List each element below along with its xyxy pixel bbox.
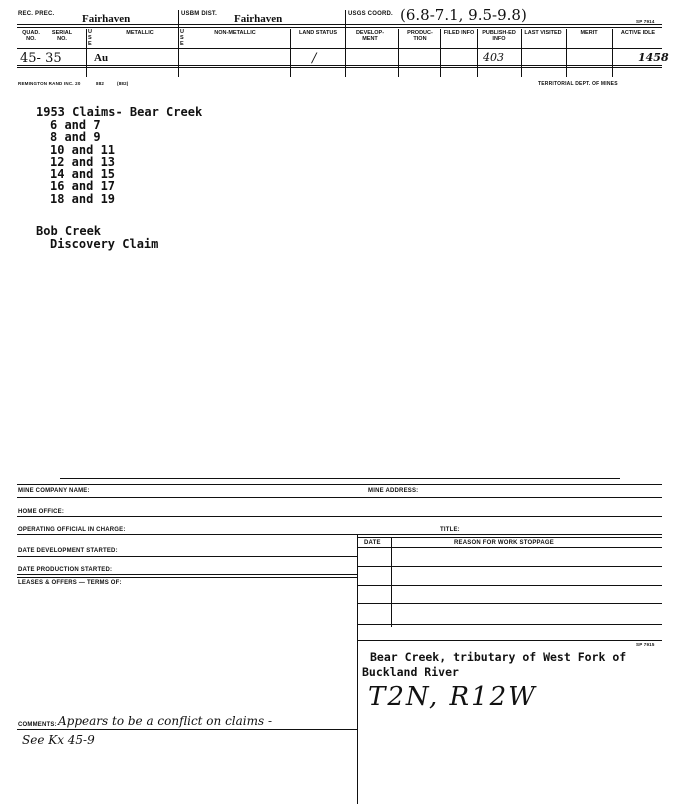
rec-prec-value: Fairhaven xyxy=(82,13,131,25)
mine-address-label: MINE ADDRESS: xyxy=(368,488,419,494)
comments-label: COMMENTS: xyxy=(18,722,57,728)
claim-item: 8 and 9 xyxy=(50,130,101,145)
form-number-2: SP 7915 xyxy=(636,642,655,647)
col-use-metallic: U S E xyxy=(88,29,92,47)
leases-offers-label: LEASES & OFFERS — TERMS OF: xyxy=(18,580,122,586)
col-development: DEVELOP-MENT xyxy=(355,30,385,42)
col-last-visited: LAST VISITED xyxy=(524,30,562,36)
comments-line-2: See Kx 45-9 xyxy=(22,733,95,747)
township-range: T2N, R12W xyxy=(368,682,537,712)
title-label: TITLE: xyxy=(440,527,460,533)
col-published-info: PUBLISH-ED INFO xyxy=(482,30,516,42)
location-line-2: Buckland River xyxy=(362,665,459,679)
creek-title: Bob Creek xyxy=(36,224,102,238)
col-filed-info: FILED INFO xyxy=(443,30,475,36)
comments-line-1: Appears to be a conflict on claims - xyxy=(58,714,273,728)
claim-item: 10 and 11 xyxy=(50,142,116,157)
claim-item: 18 and 19 xyxy=(50,191,116,206)
claims-list xyxy=(50,119,115,205)
rec-prec-label: REC. PREC. xyxy=(18,11,55,17)
printer-code: 882 xyxy=(96,81,105,86)
reason-col-label: REASON FOR WORK STOPPAGE xyxy=(454,540,554,546)
mine-company-name-label: MINE COMPANY NAME: xyxy=(18,488,90,494)
metallic-value: Au xyxy=(94,52,109,64)
col-production: PRODUC-TION xyxy=(407,30,433,42)
form-number: SP 7914 xyxy=(636,19,655,24)
operating-official-label: OPERATING OFFICIAL IN CHARGE: xyxy=(18,527,126,533)
dept-credit: TERRITORIAL DEPT. OF MINES xyxy=(538,81,618,87)
col-land-status: LAND STATUS xyxy=(299,30,337,36)
usbm-dist-label: USBM DIST. xyxy=(181,11,218,17)
date-production-started-label: DATE PRODUCTION STARTED: xyxy=(18,567,113,573)
usgs-coord-value: (6.8-7.1, 9.5-9.8) xyxy=(400,6,527,24)
creek-subtitle: Discovery Claim xyxy=(50,237,159,251)
col-use-nonmetallic: U S E xyxy=(180,29,184,47)
claim-item: 6 and 7 xyxy=(50,118,101,132)
printer-code-2: (882) xyxy=(117,81,129,86)
active-idle-value: 1458 xyxy=(638,51,669,64)
claim-item: 14 and 15 xyxy=(50,167,116,182)
col-metallic: METALLIC xyxy=(126,30,154,36)
col-merit: MERIT xyxy=(580,30,598,36)
claim-item: 12 and 13 xyxy=(50,154,116,169)
home-office-label: HOME OFFICE: xyxy=(18,509,65,515)
col-non-metallic: NON-METALLIC xyxy=(214,30,256,36)
published-info-value: 403 xyxy=(483,51,504,64)
usgs-coord-label: USGS COORD. xyxy=(348,11,393,17)
col-active-idle: ACTIVE IDLE xyxy=(620,30,656,36)
claim-item: 16 and 17 xyxy=(50,179,116,194)
quad-serial-value: 45- 35 xyxy=(20,51,62,66)
date-col-label: DATE xyxy=(364,540,381,546)
claims-title: 1953 Claims- Bear Creek xyxy=(36,105,203,119)
printer-credit: REMINGTON RAND INC. 20 xyxy=(18,81,81,86)
location-line-1: Bear Creek, tributary of West Fork of xyxy=(370,650,627,664)
col-serial-no: SERIAL NO. xyxy=(51,30,73,42)
land-status-value: / xyxy=(312,51,317,66)
date-development-started-label: DATE DEVELOPMENT STARTED: xyxy=(18,548,118,554)
col-quad-no: QUAD. NO. xyxy=(22,30,40,42)
usbm-dist-value: Fairhaven xyxy=(234,13,283,25)
